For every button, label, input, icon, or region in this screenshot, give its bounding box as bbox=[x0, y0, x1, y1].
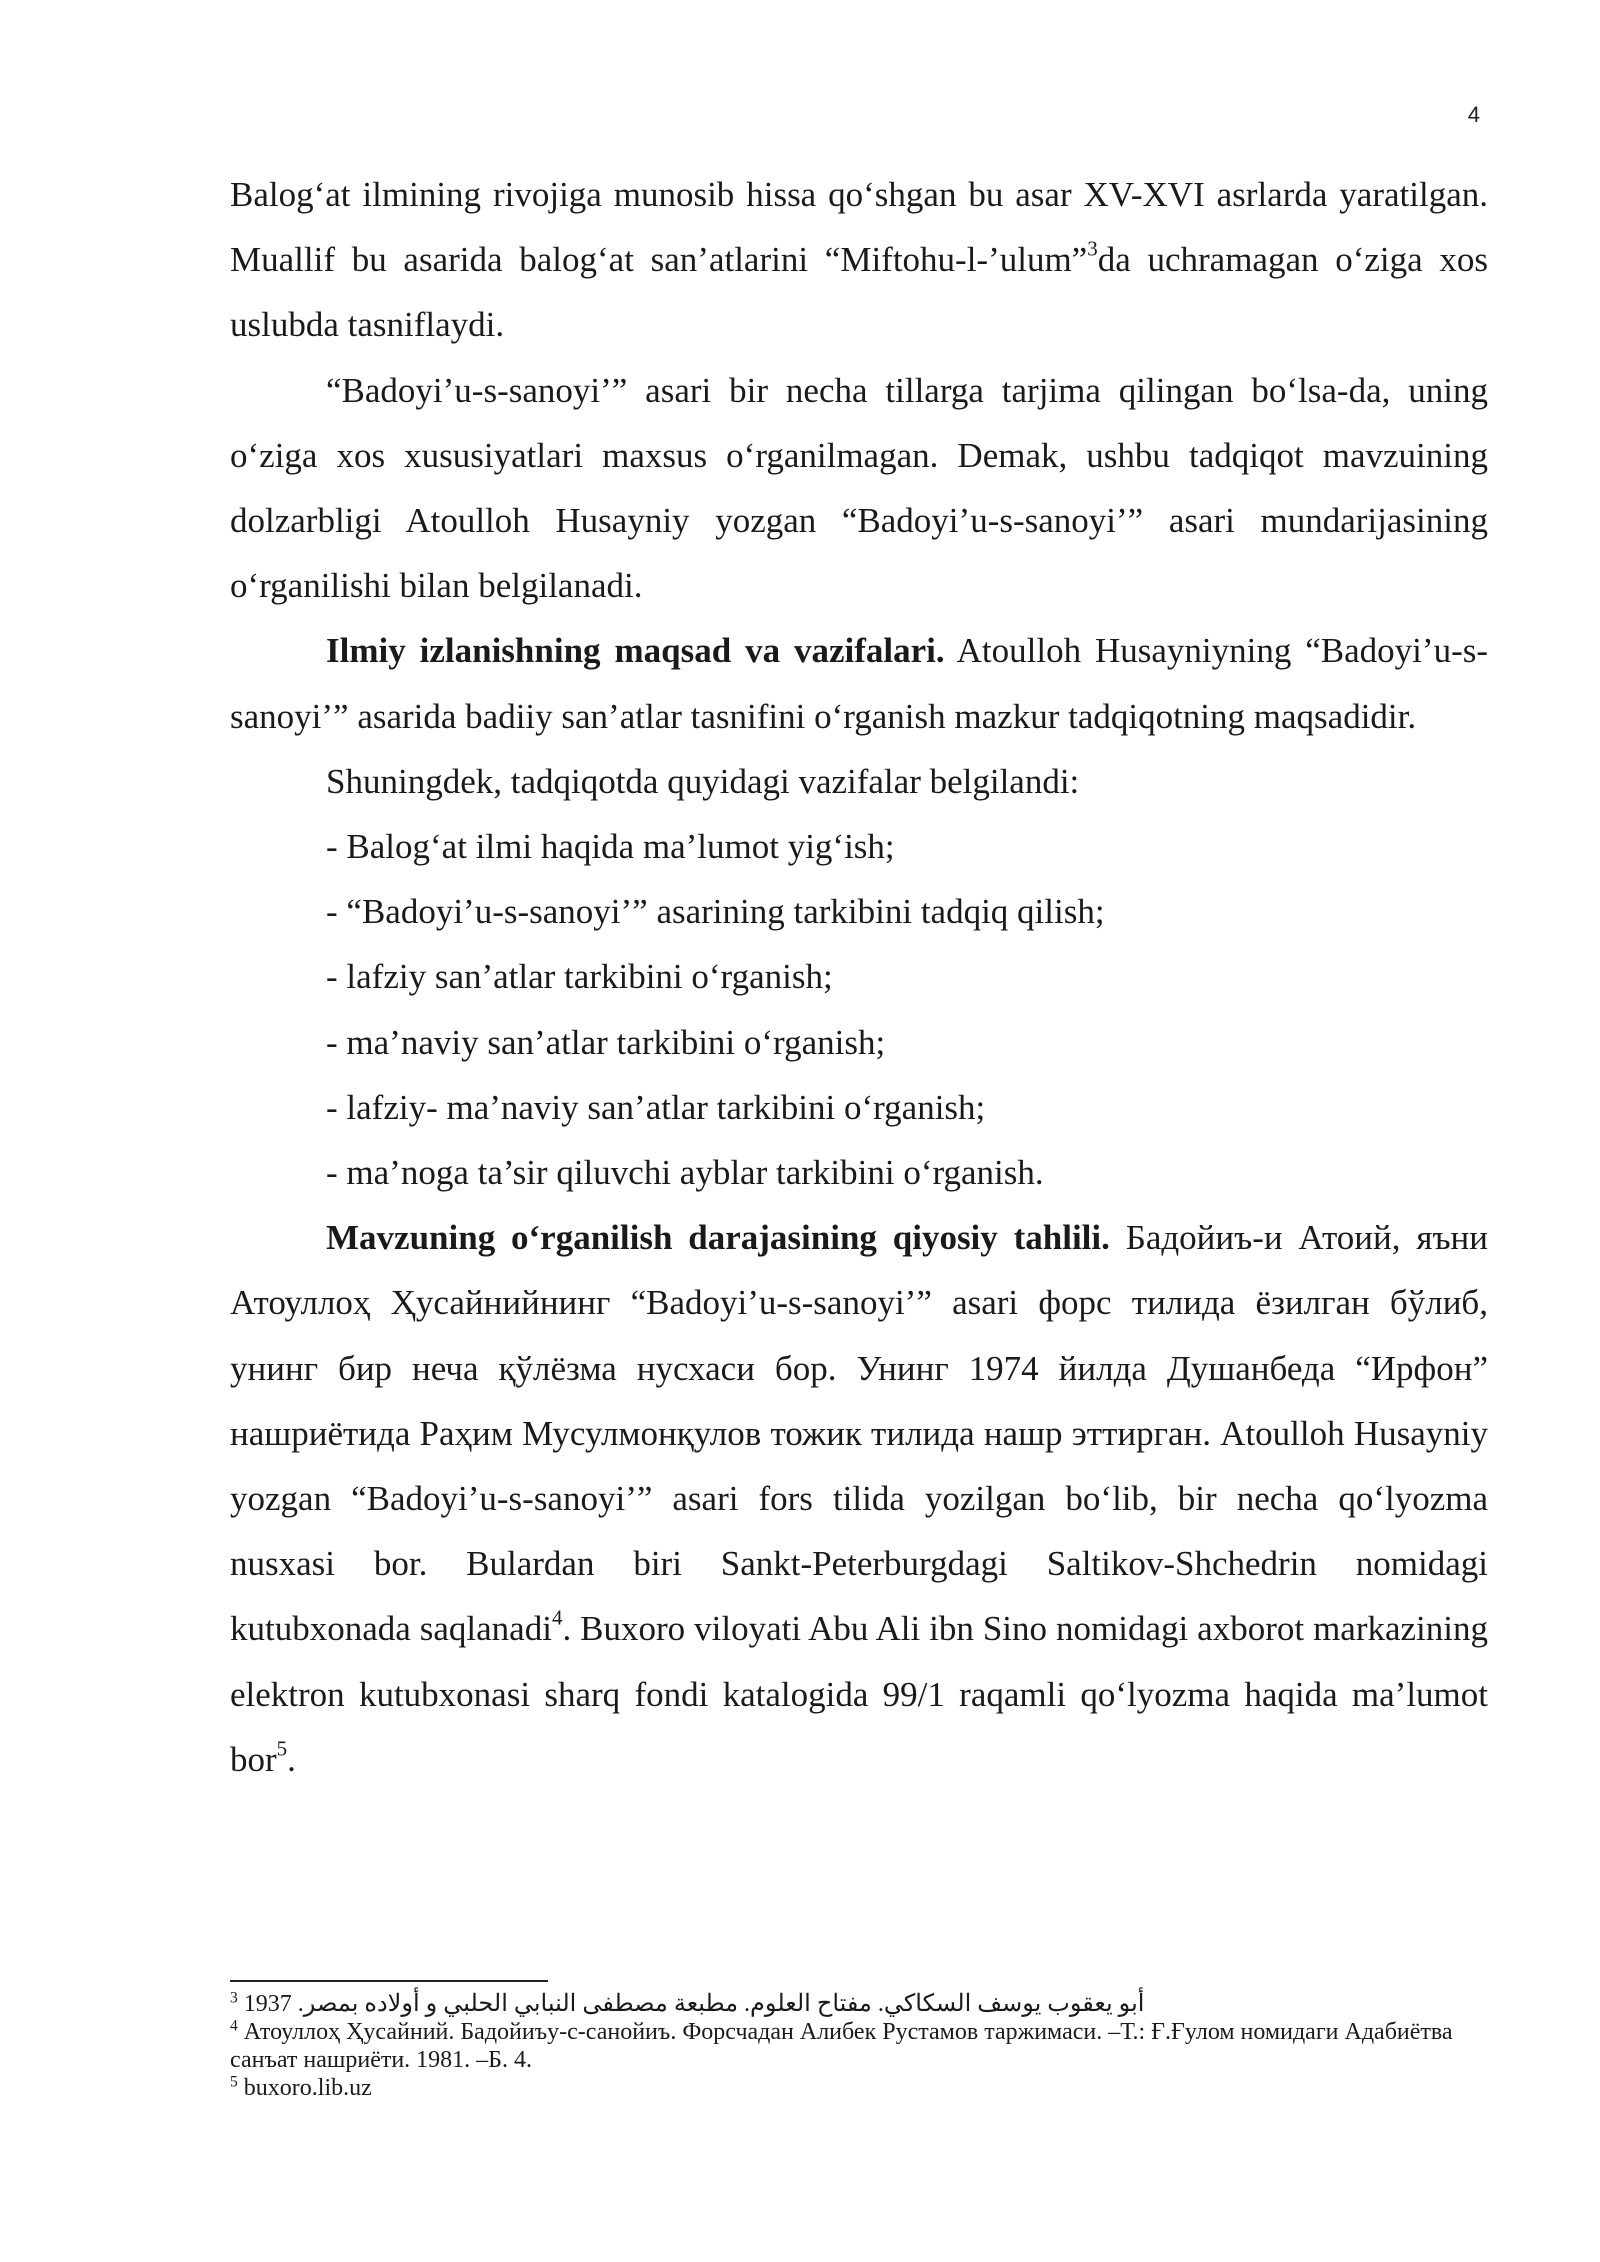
page-number: 4 bbox=[1467, 102, 1480, 127]
footnote-text-arabic: أبو يعقوب يوسف السكاكي. مفتاح العلوم. مطبعة مصطفى النبابي الحلبي و أولاده بمصر. bbox=[297, 1991, 1145, 2017]
paragraph-study-level-text: Бадойиъ-и Атоий, яъни Атоуллоҳ Ҳусайнийнинг “Badoyi’u-s-sanoyi’” asari форс тилида ёзилган бўлиб, унинг бир неча қўлёзма нусхаси бор. Унинг 1974 йилда Душанбеда “Ирфон” нашриётида Раҳим Мусулмонқулов тожик тилида нашр эттирган. Atoulloh Husayniy yozgan “Badoyi’u-s-sanoyi’” asari fors tilida yozilgan bo‘lib, bir necha qo‘lyozma nusxasi bor. Bulardan biri Sankt-Peterburgdagi Saltikov-Shchedrin nomidagi kutubxonada saqlanadi bbox=[230, 1218, 1489, 1649]
footnote-separator bbox=[230, 1980, 548, 1982]
list-item: - lafziy san’atlar tarkibini o‘rganish; bbox=[326, 957, 833, 997]
body-text bbox=[230, 162, 1488, 1792]
list-item: - “Badoyi’u-s-sanoyi’” asarining tarkibini tadqiq qilish; bbox=[326, 892, 1105, 932]
footnote-3 bbox=[230, 1990, 1488, 2018]
list-item: - Balog‘at ilmi haqida ma’lumot yig‘ish; bbox=[326, 827, 895, 867]
paragraph-intro-text: Balog‘at ilmining rivojiga munosib hissa qo‘shgan bu asar XV-XVI asrlarda yaratilgan. Muallif bu asarida balog‘at san’atlarini “Miftohu-l-’ulum” bbox=[230, 175, 1488, 280]
paragraph-study-level bbox=[230, 1205, 1488, 1792]
paragraph-study-level-text-2: . Buxoro viloyati Abu Ali ibn Sino nomidagi axborot markazining elektron kutubxonasi sharq fondi katalogida 99/1 raqamli qo‘lyozma haqida ma’lumot bor bbox=[230, 1609, 1488, 1779]
footnote-ref-4: 4 bbox=[551, 1605, 563, 1630]
footnote-5 bbox=[230, 2074, 1488, 2102]
paragraph-aims-text: Atoulloh Husayniyning “Badoyi’u-s-sanoyi’” asarida badiiy san’atlar tasnifini o‘rganish mazkur tadqiqotning maqsadidir. bbox=[230, 631, 1488, 736]
footnotes bbox=[230, 1990, 1488, 2102]
paragraph-intro-text-end: da uchramagan o‘ziga xos uslubda tasniflaydi. bbox=[230, 240, 1488, 345]
footnote-mark: 5 bbox=[230, 2073, 238, 2091]
footnote-mark: 4 bbox=[230, 2017, 238, 2035]
list-item: - ma’naviy san’atlar tarkibini o‘rganish; bbox=[326, 1022, 886, 1062]
paragraph-tasks-intro: Shuningdek, tadqiqotda quyidagi vazifalar belgilandi: bbox=[326, 761, 1080, 801]
footnote-ref-5: 5 bbox=[276, 1736, 288, 1761]
footnote-text: buxoro.lib.uz bbox=[243, 2075, 372, 2101]
paragraph-relevance: “Badoyi’u-s-sanoyi’” asari bir necha tillarga tarjima qilingan bo‘lsa-da, uning o‘ziga xos xususiyatlari maxsus o‘rganilmagan. Demak, ushbu tadqiqot mavzuining dolzarbligi Atoulloh Husayniy yozgan “Badoyi’u-s-sanoyi’” asari mundarijasining o‘rganilishi bilan belgilanadi. bbox=[230, 370, 1488, 606]
footnote-text: Атоуллоҳ Ҳусайний. Бадойиъу-с-санойиъ. Форсчадан Алибек Рустамов таржимаси. –Т.: Ғ.Ғулом номидаги Адабиётва санъат нашриёти. 1981. –Б. 4. bbox=[230, 2019, 1453, 2073]
heading-aims: Ilmiy izlanishning maqsad va vazifalari. bbox=[326, 631, 945, 671]
paragraph-study-level-end: . bbox=[287, 1739, 296, 1779]
footnote-ref-3: 3 bbox=[1087, 236, 1098, 261]
footnote-mark: 3 bbox=[230, 1989, 238, 2007]
footnote-year: 1937 bbox=[243, 1991, 292, 2017]
list-item: - lafziy- ma’naviy san’atlar tarkibini o‘rganish; bbox=[326, 1087, 986, 1127]
paragraph-intro bbox=[230, 162, 1488, 358]
heading-study-level: Mavzuning o‘rganilish darajasining qiyosiy tahlili. bbox=[326, 1218, 1110, 1258]
paragraph-aims bbox=[230, 618, 1488, 748]
list-item: - ma’noga ta’sir qiluvchi ayblar tarkibini o‘rganish. bbox=[326, 1153, 1044, 1193]
footnote-4 bbox=[230, 2018, 1488, 2074]
